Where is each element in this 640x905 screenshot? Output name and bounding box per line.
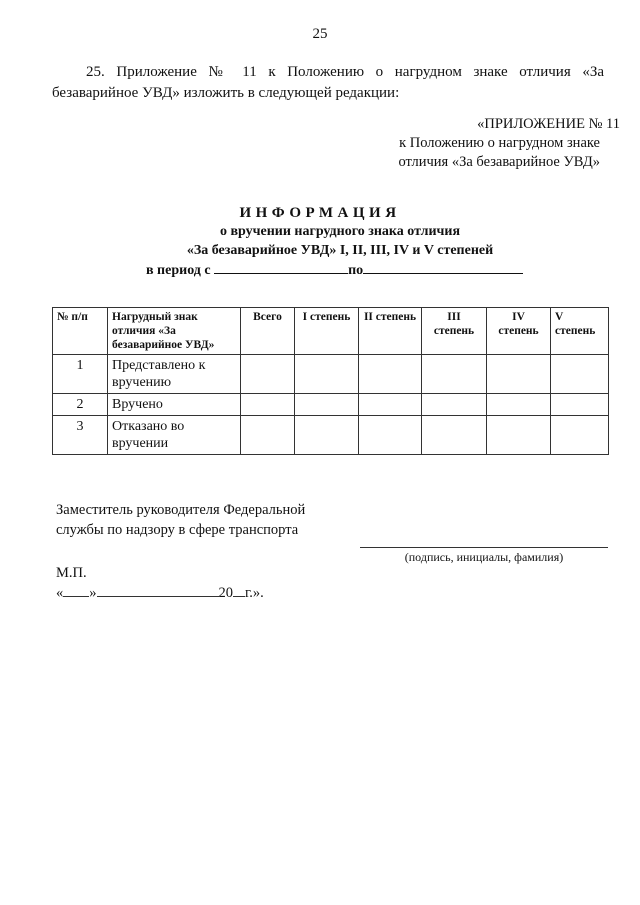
cell-d1 [295,416,359,455]
cell-d1 [295,394,359,416]
table-row [53,394,609,416]
header-degree-2: II степень [359,308,422,355]
header-degree-5: V степень [551,308,609,355]
header-degree-3: III степень [422,308,487,355]
cell-d2 [359,394,422,416]
appendix-heading [360,115,620,172]
cell-d5 [551,394,609,416]
cell-d4 [487,416,551,455]
cell-total [241,355,295,394]
month-blank [97,584,219,597]
signature-caption: (подпись, инициалы, фамилия) [404,550,564,564]
document-title: ИНФОРМАЦИЯ [239,205,401,221]
cell-d3 [422,394,487,416]
table-row [53,416,609,455]
period-line [146,261,523,279]
cell-d2 [359,416,422,455]
period-middle: по [348,263,364,278]
cell-d4 [487,394,551,416]
header-badge: Нагрудный знак отличия «За безаварийное УВД» [108,308,241,355]
cell-d1 [295,355,359,394]
header-num: № п/п [53,308,108,355]
period-start-blank [214,261,348,274]
row-num: 1 [53,355,108,394]
document-subtitle-1: о вручении нагрудного знака отличия [219,224,461,239]
table-row [53,355,609,394]
period-end-blank [363,261,523,274]
year-prefix: 20 [218,585,233,601]
signature-line [360,547,608,548]
paragraph-line-1: 25. Приложение № 11 к Положению о нагрудном знаке отличия «За [86,64,604,80]
signer-line-1: Заместитель руководителя Федеральной [56,502,306,518]
date-open-quote: « [56,585,64,601]
header-degree-1: I степень [295,308,359,355]
signer-title [56,500,305,540]
cell-total [241,394,295,416]
appendix-line-1: «ПРИЛОЖЕНИЕ № 11 [477,116,620,132]
cell-d3 [422,416,487,455]
document-subtitle-2: «За безаварийное УВД» I, II, III, IV и V степеней [186,243,494,258]
cell-d4 [487,355,551,394]
day-blank [63,584,89,597]
amendment-paragraph [52,62,604,104]
date-close-quote: » [89,585,97,601]
date-suffix: г.». [245,585,264,601]
year-blank [233,584,245,597]
header-degree-4: IV степень [487,308,551,355]
cell-d3 [422,355,487,394]
row-label: Представлено к вручению [108,355,241,394]
appendix-line-3: отличия «За безаварийное УВД» [398,154,600,170]
cell-d2 [359,355,422,394]
paragraph-line-2: безаварийное УВД» изложить в следующей редакции: [52,85,400,101]
row-label: Вручено [108,394,241,416]
row-label: Отказано во вручении [108,416,241,455]
page-number: 25 [312,26,328,42]
date-line [56,584,264,602]
signer-line-2: службы по надзору в сфере транспорта [56,522,299,538]
stamp-label: М.П. [56,565,87,581]
cell-d5 [551,355,609,394]
row-num: 3 [53,416,108,455]
period-prefix: в период с [146,263,211,278]
header-total: Всего [241,308,295,355]
cell-d5 [551,416,609,455]
awards-table [52,307,609,455]
appendix-line-2: к Положению о нагрудном знаке [399,135,600,151]
row-num: 2 [53,394,108,416]
cell-total [241,416,295,455]
table-header-row [53,308,609,355]
